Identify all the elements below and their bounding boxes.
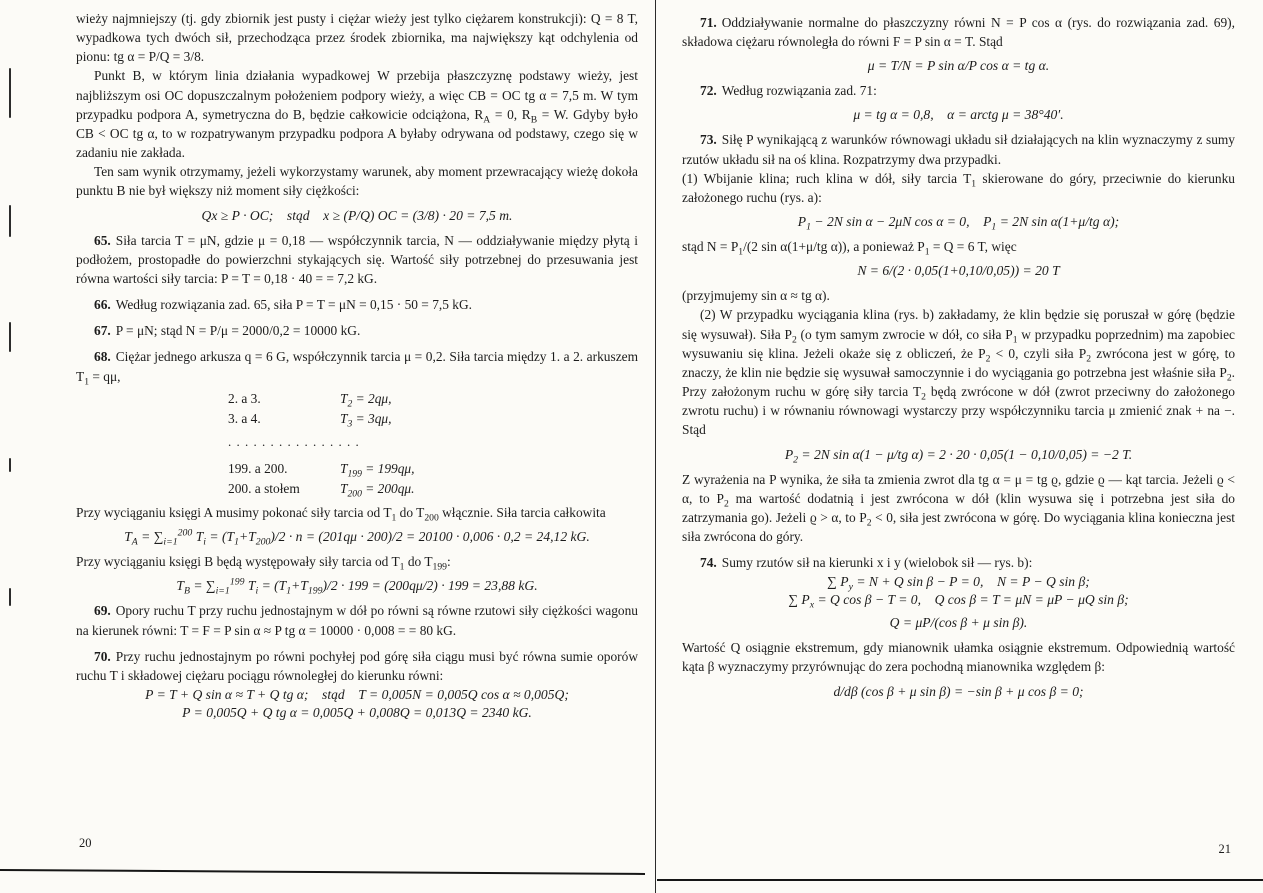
paragraph-friction-angle: Z wyrażenia na P wynika, że siła ta zmienia zwrot dla tg α = μ = tg ϱ, gdzie ϱ — kąt tarcia. Jeżeli ϱ < α, to $P_2$ ma wartość dodatnią i jest zwrócona w dół (klin wysuwa się i potrzebna jest siła do zatrzymania go). Jeżeli ϱ > α, to $P_2 < 0$, siła jest zwrócona w górę. Do wyciągania klina konieczna jest siła zwrócona do góry. <box>682 471 1236 544</box>
problem-number: 65. <box>94 232 111 248</box>
friction-series-list <box>228 389 638 500</box>
formula-wedge-drive: $P_1 - 2N$ sin α − 2μN cos α = 0, $P_1 = 2N$ sin α(1+μ/tg α); <box>797 214 1120 233</box>
paragraph-same-result: Ten sam wynik otrzymamy, jeżeli wykorzystamy warunek, aby moment przewracający wieżę dokoła punktu B nie był większy niż moment siły ciężkości: <box>76 164 638 199</box>
list-item <box>228 479 638 500</box>
problem-69 <box>76 601 638 639</box>
problem-number: 72. <box>700 83 717 99</box>
problem-text: Siła tarcia T = μN, gdzie μ = 0,18 — współczynnik tarcia, N — oddziaływanie między płytą i podłożem, prostopadłe do powierzchni stykających się. Wartość siły potrzebnej do przesuwania jest równa wartości siły tarcia: P = T = 0,18 · 40 = = 7,2 kG. <box>76 232 638 286</box>
problem-text: Oddziaływanie normalne do płaszczyzny równi N = P cos α (rys. do rozwiązania zad. 69), składowa ciężaru równoległa do równi F = P sin α = T. Stąd <box>682 15 1235 50</box>
right-page <box>656 0 1263 893</box>
problem-number: 74. <box>700 555 717 571</box>
problem-text: Według rozwiązania zad. 71: <box>721 83 877 99</box>
formula-p2-value: $P_2 = 2N$ sin α(1 − μ/tg α) = 2 · 20 · 0,05(1 − 0,10/0,05) = −2 T. <box>784 446 1133 466</box>
formula-traction-2: P = 0,005Q + Q tg α = 0,005Q + 0,008Q = 0,013Q = 2340 kG. <box>182 705 532 721</box>
list-item <box>228 389 638 410</box>
list-item <box>228 409 638 430</box>
problem-number: 68. <box>94 349 111 365</box>
problem-number: 67. <box>94 323 111 339</box>
problem-text: P = μN; stąd N = P/μ = 2000/0,2 = 10000 kG. <box>115 323 361 339</box>
problem-text: Według rozwiązania zad. 65, siła P = T = μN = 0,15 · 50 = 7,5 kG. <box>115 297 473 313</box>
page-number-left: 20 <box>79 836 92 850</box>
problem-71 <box>682 13 1235 51</box>
list-item-formula: $T_3 = 3q\mu$, <box>340 411 392 431</box>
problem-number: 66. <box>94 297 111 313</box>
list-item-label: 2. a 3. <box>228 390 261 406</box>
problem-67 <box>76 321 638 340</box>
list-item-label: 3. a 4. <box>228 411 261 427</box>
list-ellipsis-dots: . . . . . . . . . . . . . . . . <box>228 434 360 450</box>
paragraph-book-b: Przy wyciąganiu księgi B będą występowały siły tarcia od $T_1$ do $T_{199}$: <box>76 554 451 573</box>
paragraph-book-a: Przy wyciąganiu księgi A musimy pokonać siły tarcia od $T_1$ do $T_{200}$ włącznie. Siła tarcia całkowita <box>76 505 606 524</box>
problem-65 <box>76 231 638 288</box>
formula-traction-1: P = T + Q sin α ≈ T + Q tg α; stąd T = 0,005N = 0,005Q cos α ≈ 0,005Q; <box>145 687 569 703</box>
paragraph-extremum: Wartość Q osiągnie ekstremum, gdy mianownik ułamka osiągnie ekstremum. Odpowiednią wartość kąta β wyznaczymy przyrównując do zera pochodną mianownika względem β: <box>682 640 1235 675</box>
problem-number: 71. <box>700 15 717 30</box>
problem-text: Opory ruchu T przy ruchu jednostajnym w dół po równi są równe rzutowi siły ciężkości wagonu na kierunek równi: T = F = P sin α ≈ P tg α = 10000 · 0,008 = = 80 kG. <box>76 603 638 638</box>
paragraph-case-2: (2) W przypadku wyciągania klina (rys. b) zakładamy, że klin będzie się poruszał w górę (będzie się wysuwał). Siła $P_2$ (o tym samym zwrocie w dół, co siła $P_1$ w przypadku poprzednim) ma zapobiec wysuwaniu się klina. Jeżeli okaże się z obliczeń, że $P_2 < 0$, czyli siła $P_2$ zwrócona jest w górę, to znaczy, że klin nie będzie się wysuwał samoczynnie i do wyciągania go potrzebna jest właśnie siła $P_2$. Przy założonym ruchu w górę siły tarcia $T_2$ będą zwrócone w dół (zwrot przeciwny do założonego zwrotu ruchu) i w równaniu równowagi wystarczy przy współczynniku tarcia μ zmienić znak + na −. Stąd <box>682 307 1236 438</box>
formula-sum-px: ∑ $P_x = Q$ cos β − T = 0, Q cos β = T = μN = μP − μQ sin β; <box>788 592 1129 611</box>
paragraph-case-1: (1) Wbijanie klina; ruch klina w dół, siły tarcia $T_1$ skierowane do góry, przeciwnie do kierunku założonego ruchu (rys. a): <box>682 170 1235 205</box>
formula-q-extremum: Q = μP/(cos β + μ sin β). <box>889 615 1028 631</box>
problem-68 <box>76 347 638 388</box>
formula-sum-py: ∑ $P_y = N + Q$ sin β − P = 0, N = P − Q sin β; <box>827 574 1090 593</box>
list-item-label: 199. a 200. <box>228 460 288 476</box>
formula-mu-tga: μ = T/N = P sin α/P cos α = tg α. <box>867 58 1050 74</box>
problem-72 <box>682 81 1235 100</box>
problem-73 <box>682 130 1235 168</box>
formula-tb-sum: $T_B = \sum_{i=1}^{199}$ $T_i = (T_1+T_{199})/2 \cdot 199 = (200q\mu/2) \cdot 199 = 23,88$ kG. <box>176 576 538 598</box>
paragraph-point-b: Punkt B, w którym linia działania wypadkowej W przebija płaszczyznę podstawy wieży, jest najbliższym osi OC dopuszczalnym położeniem podpory wieży, a więc CB = OC tg α = 7,5 m. W tym przypadku podpora A, symetryczna do B, będzie całkowicie odciążona, $R_A = 0$, $R_B = W$. Gdyby było CB < OC tg α, to w rozpatrywanym przypadku podpora A byłaby odrywana od podstawy, czego się w zadaniu nie zakłada. <box>76 68 638 161</box>
problem-text: Siłę P wynikającą z warunków równowagi układu sił działających na klin wyznaczymy z sumy rzutów układu sił na oś klina. Rozpatrzymy dwa przypadki. <box>682 132 1235 167</box>
problem-70 <box>76 647 638 685</box>
formula-arctg: μ = tg α = 0,8, α = arctg μ = 38°40′. <box>853 107 1064 123</box>
formula-ta-sum: $T_A = \sum_{i=1}^{200}$ $T_i = (T_1+T_{200})/2 \cdot n = (201q\mu \cdot 200)/2 = 20100 \cdot 0,006 \cdot 0,2 = 24,12$ kG. <box>124 527 590 548</box>
list-item-formula: $T_2 = 2q\mu$, <box>340 390 392 410</box>
formula-n-value: N = 6/(2 · 0,05(1+0,10/0,05)) = 20 T <box>857 263 1060 279</box>
problem-number: 73. <box>700 132 717 148</box>
problem-number: 70. <box>94 648 111 664</box>
formula-moment-condition: Qx ≥ P · OC; stąd x ≥ (P/Q) OC = (3/8) · 20 = 7,5 m. <box>201 207 513 223</box>
problem-text: Ciężar jednego arkusza q = 6 G, współczynnik tarcia μ = 0,2. Siła tarcia między 1. a 2. arkuszem $T_1 = q\mu$, <box>76 349 638 388</box>
list-item-formula: $T_{200} = 200q\mu$. <box>340 481 415 501</box>
formula-derivative: d/dβ (cos β + μ sin β) = −sin β + μ cos β = 0; <box>833 683 1084 699</box>
problem-66 <box>76 295 638 314</box>
problem-text: Przy ruchu jednostajnym po równi pochyłej pod górę siła ciągu musi być równa sumie oporów ruchu T i składowej ciężaru pociągu równoległej do kierunku równi: <box>76 648 638 683</box>
list-item-formula: $T_{199} = 199q\mu$, <box>340 460 415 480</box>
problem-number: 69. <box>94 603 111 619</box>
list-item <box>228 459 638 480</box>
page-number-right: 21 <box>1218 842 1231 856</box>
paragraph-assumption: (przyjmujemy sin α ≈ tg α). <box>682 288 830 304</box>
list-item-label: 200. a stołem <box>228 481 300 497</box>
paragraph-stad-n: stąd $N = P_1/(2$ sin α(1+μ/tg α)), a ponieważ $P_1 = Q = 6$ T, więc <box>682 239 1017 258</box>
problem-text: Sumy rzutów sił na kierunki x i y (wielobok sił — rys. b): <box>721 555 1033 571</box>
paragraph-problem64-continuation: wieży najmniejszy (tj. gdy zbiornik jest pusty i ciężar wieży jest tylko ciężarem konstrukcji): Q = 8 T, wypadkowa tych dwóch sił, przechodząca przez środek zbiornika, ma największy kąt odchylenia od pionu: tg α = P/Q = 3/8. <box>76 11 638 65</box>
problem-74 <box>682 553 1235 572</box>
